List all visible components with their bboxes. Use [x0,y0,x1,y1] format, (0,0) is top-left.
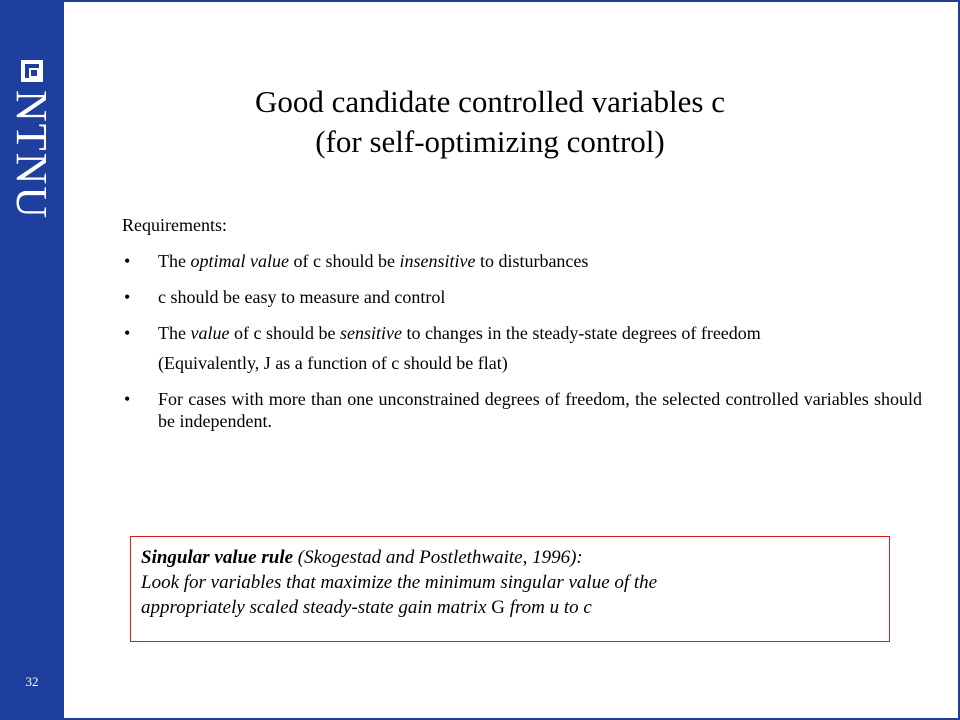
bullet-item [122,250,922,272]
rule-line-3 [141,595,879,620]
bullet-dot-icon: • [124,389,131,409]
rule-line-1 [141,545,879,570]
gain-matrix-symbol: G [491,597,505,618]
ntnu-logo-text: NTNU [7,90,56,221]
page-number: 32 [25,674,39,689]
requirements-content [122,214,922,446]
bullet-text: to changes in the steady-state degrees of freedom [401,323,761,343]
bullet-emphasis: value [190,323,230,343]
rule-line-2: Look for variables that maximize the minimum singular value of the [141,572,658,593]
bullet-item [122,322,922,344]
bullet-dot-icon: • [124,251,131,271]
flatness-note: (Equivalently, J as a function of c should be flat) [158,353,508,373]
bullet-text: For cases with more than one unconstrained degrees of freedom, the selected controlled variables should be independent. [158,389,922,431]
slide-title [120,82,860,162]
bullet-text: The [158,251,191,271]
bullet-item [122,388,922,432]
bullet-text: of c should be [288,251,400,271]
title-line-1: Good candidate controlled variables c [255,84,725,119]
bullet-emphasis: optimal value [190,251,289,271]
requirements-label: Requirements: [122,215,227,235]
bullet-text: to disturbances [475,251,589,271]
rule-citation: (Skogestad and Postlethwaite, 1996): [293,547,583,568]
bullet-text: of c should be [229,323,340,343]
singular-value-rule-box [130,536,890,642]
rule-text: from u to c [504,597,592,618]
title-line-2: (for self-optimizing control) [315,124,665,159]
bullet-dot-icon: • [124,323,131,343]
bullet-text: c should be easy to measure and control [158,287,446,307]
bullet-emphasis: insensitive [399,251,476,271]
ntnu-logo-icon [21,60,43,82]
bullet-text: The [158,323,191,343]
frame-top [64,0,960,2]
rule-text: appropriately scaled steady-state gain matrix [141,597,492,618]
bullet-emphasis: sensitive [339,323,402,343]
ntnu-sidebar [0,0,64,720]
bullet-item [122,286,922,308]
rule-heading: Singular value rule [141,547,294,568]
bullet-dot-icon: • [124,287,131,307]
